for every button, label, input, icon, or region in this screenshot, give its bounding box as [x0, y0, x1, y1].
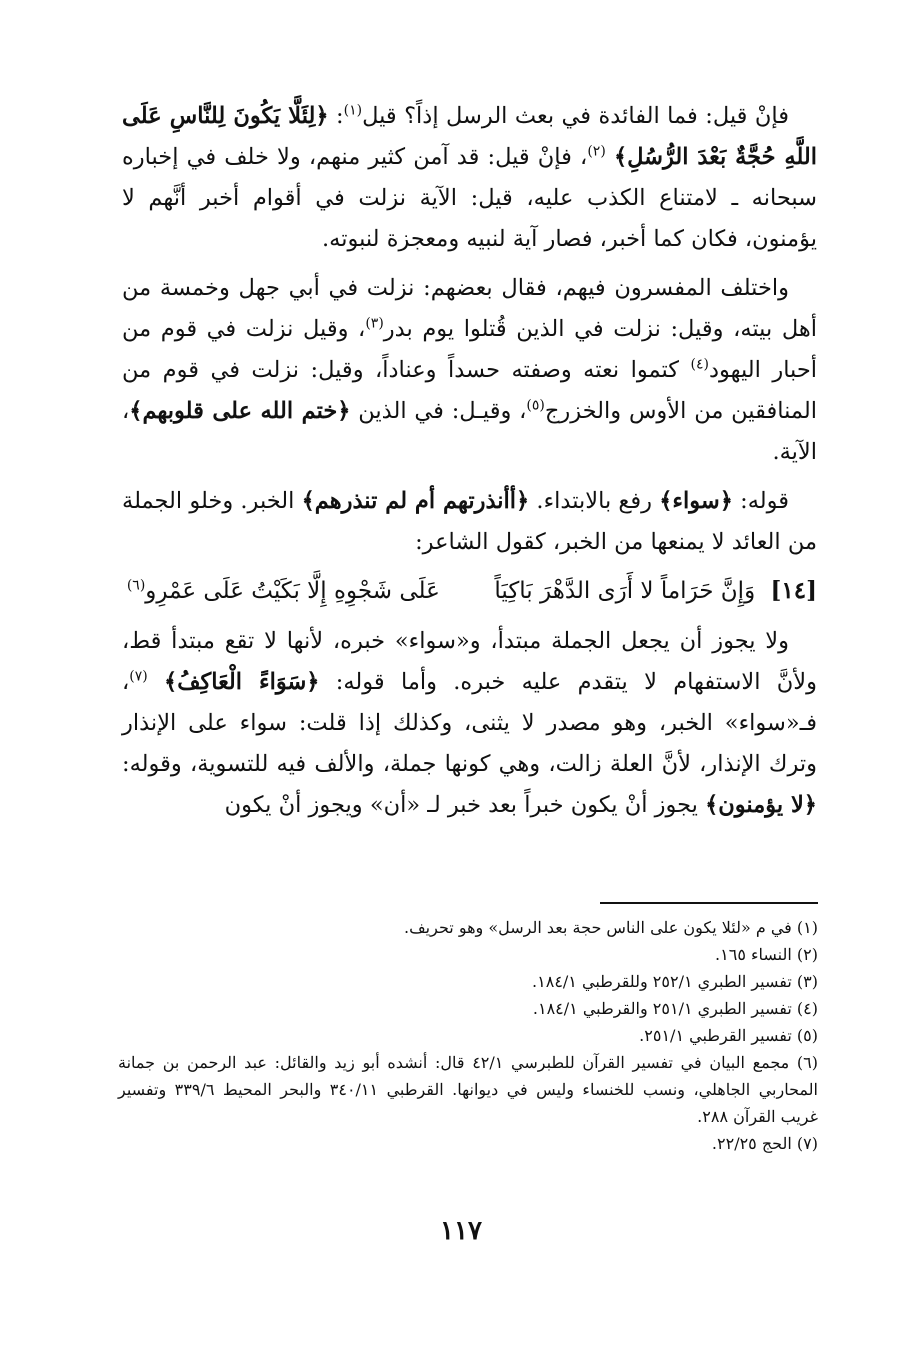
footnotes [118, 914, 818, 1157]
quran-quote: ﴿أأنذرتهم أم لم تنذرهم﴾ [301, 488, 530, 514]
paragraph-3 [122, 481, 817, 563]
footnote-6: (٦) مجمع البيان في تفسير القرآن للطبرسي ٤٢/١ قال: أنشده أبو زيد والقائل: عبد الرحمن بن جمانة المحاربي الجاهلي، ونسب للخنساء وليس في ديوانها. القرطبي ٣٤٠/١١ والبحر المحيط ٣٣٩/٦ وتفسير غريب القرآن ٢٨٨. [118, 1053, 819, 1126]
quran-quote: ﴿سَوَاءً الْعَاكِفُ﴾ [164, 669, 320, 695]
verse-number: [١٤] [770, 577, 817, 604]
quran-quote: ﴿لِئَلَّا يَكُونَ لِلنَّاسِ عَلَى اللَّهِ حُجَّةٌ بَعْدَ الرُّسُلِ﴾ [122, 103, 818, 170]
text-run: الخبر. وخلو الجملة من العائد لا يمنعها من الخبر، كقول الشاعر: [122, 488, 817, 555]
text-run: يجوز أنْ يكون خبراً بعد خبر لـ «أن» ويجوز أنْ يكون [224, 792, 706, 818]
footnote-ref: (٣) [365, 315, 384, 332]
text-run: : [328, 103, 344, 129]
footnote-1: (١) في م «لئلا يكون على الناس حجة بعد الرسل» وهو تحريف. [404, 918, 818, 937]
paragraph-4 [122, 621, 817, 826]
footnote-ref: (٥) [526, 397, 545, 414]
text-run [606, 144, 614, 170]
text-run: ، وقيل نزلت في قوم من أحبار اليهود [122, 316, 818, 383]
footnote-2: (٢) النساء ١٦٥. [715, 945, 818, 964]
paragraph-2 [122, 268, 817, 473]
text-run: ، الآية. [122, 398, 817, 465]
main-text [122, 96, 817, 826]
footnote-3: (٣) تفسير الطبري ٢٥٢/١ وللقرطبي ١٨٤/١. [532, 972, 818, 991]
footnote-ref: (٤) [690, 356, 709, 373]
text-run: واختلف المفسرون فيهم، فقال بعضهم: نزلت في أبي جهل وخمسة من أهل بيته، وقيل: نزلت في الذين قُتلوا يوم بدر [122, 275, 817, 342]
quran-quote: ﴿ختم الله على قلوبهم﴾ [129, 398, 351, 424]
footnote-ref: (٢) [587, 143, 606, 160]
text-run [148, 669, 164, 695]
poetry-verse [122, 565, 817, 617]
verse-second-hemistich [126, 565, 440, 617]
footnote-separator [600, 902, 818, 904]
text-run: فإنْ قيل: فما الفائدة في بعث الرسل إذاً؟ قيل [362, 103, 790, 129]
text-run: ولا يجوز أن يجعل الجملة مبتدأ، و«سواء» خبره، لأنها لا تقع مبتدأ قط، ولأنَّ الاستفهام لا يتقدم عليه خبره. وأما قوله: [122, 628, 817, 695]
text-run: ، وقيـل: في الذين [350, 398, 527, 424]
text-run: رفع بالابتداء. [529, 488, 660, 514]
quran-quote: ﴿لا يؤمنون﴾ [705, 792, 817, 818]
page-number: ١١٧ [440, 1216, 482, 1246]
text-run: كتموا نعته وصفته حسداً وعناداً، وقيل: نزلت في قوم من المنافقين من الأوس والخزرج [122, 357, 817, 424]
footnote-7: (٧) الحج ٢٢/٢٥. [711, 1134, 818, 1153]
text-run: ، فإنْ قيل: قد آمن كثير منهم، ولا خلف في إخباره سبحانه ـ لامتناع الكذب عليه، قيل: الآية نزلت في أقوام أخبر أنَّهم لا يؤمنون، فكان كما أخبر، فصار آية لنبيه ومعجزة لنبوته. [122, 144, 817, 252]
footnote-ref: (٧) [129, 668, 148, 685]
verse-first-hemistich: وَإِنَّ حَرَاماً لا أَرَى الدَّهْرَ بَاكِيَاً [494, 578, 756, 604]
text-run: قوله: [732, 488, 789, 514]
verse-second-hemistich-text: عَلَى شَجْوِهِ إِلَّا بَكَيْتُ عَلَى عَمْرِو [145, 578, 440, 604]
paragraph-1 [122, 96, 817, 260]
quran-quote: ﴿سواء﴾ [659, 488, 733, 514]
verse-footnote-ref: (٦) [126, 577, 146, 594]
footnote-4: (٤) تفسير الطبري ٢٥١/١ والقرطبي ١٨٤/١. [532, 999, 818, 1018]
text-run: ، فـ«سواء» الخبر، وهو مصدر لا يثنى، وكذلك إذا قلت: سواء على الإنذار وترك الإنذار، لأنَّ العلة زالت، وهي كونها جملة، والألف فيه للتسوية، وقوله: [122, 669, 817, 777]
footnote-ref: (١) [343, 102, 363, 119]
footnote-5: (٥) تفسير القرطبي ٢٥١/١. [639, 1026, 818, 1045]
